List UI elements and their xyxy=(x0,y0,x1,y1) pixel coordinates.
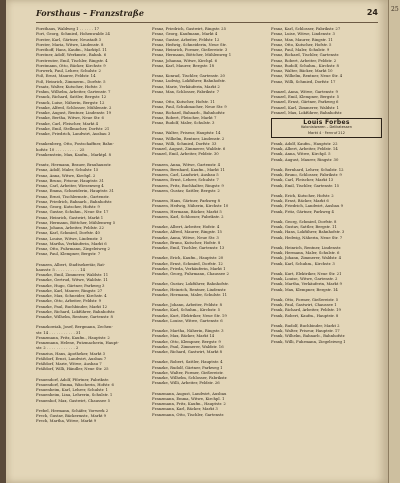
directory-entry: Fräßdorf, Ernst, Landwirt, Ausbau 7 xyxy=(36,355,107,361)
directory-entry: Franz, Heinrich, Former, Gießereistr. 3 xyxy=(152,47,228,52)
directory-entry: Franz, Emma, Schneiderin, Hauptstr. 31 xyxy=(36,188,114,194)
next-page-number: 25 xyxy=(391,6,399,13)
directory-entry: Franzen, Karl, Schlosser, Fabrikstr. 2 xyxy=(152,213,224,219)
directory-entry: Franzke, Max, Bäcker, Markt 14 xyxy=(152,333,215,339)
directory-entry: Frank, Erich, Kutscher, Hofstr. 2 xyxy=(271,192,334,198)
directory-entry: Franz, Paul, Klempner, Bergstr. 7 xyxy=(36,251,101,257)
directory-entry: Franz, Anna, Witwe, Kirchpl. 2 xyxy=(36,172,96,178)
directory-column-2 xyxy=(152,26,263,476)
directory-entry: Franz, Walter, Bäcker, Markt 10 xyxy=(271,68,333,73)
directory-entry: Frank, Kurt, Elektriker, Neue Str. 21 xyxy=(271,270,342,276)
directory-entry: Frank, Hermann, Maler, Schulstr. 6 xyxy=(271,250,340,255)
directory-entry: Frebel, Hermann, Schäfer, Vorwerk 2 xyxy=(36,407,109,413)
directory-entry: Franz, Richard, Bahnarb., Bahnhofstr. xyxy=(152,109,226,115)
directory-entry: Franzke, Karl, Schuhm., Kirchstr. 5 xyxy=(152,307,221,313)
directory-entry: Frank, Max, Klempner, Bergstr. 14 xyxy=(271,286,338,292)
directory-entry: Franzkowiak, Josef, Bergmann, Zechen- xyxy=(36,324,113,330)
directory-entry: Franzel, Anna, Witwe, Gartenstr. 9 xyxy=(271,88,338,94)
directory-entry: Franzke, Anna, Witwe, Neue Str. 3 xyxy=(152,234,219,240)
directory-entry: Franzke, Alfred, Maurer, Ringstr. 15 xyxy=(152,229,222,235)
directory-entry: hofstr. 10 . . . . . . . . . . 25 xyxy=(36,146,85,152)
next-page-edge xyxy=(388,0,400,483)
directory-entry: Franzel, August, Zimmerer, Waldstr. 6 xyxy=(152,146,226,151)
advertisement-subtitle: Kolonialwaren – Delikatessen xyxy=(301,125,352,130)
directory-entry: Frank, Bernhard, Lehrer, Schulstr. 12 xyxy=(271,166,344,172)
directory-entry: Franz, Johann, Arbeiter, Feldstr. 22 xyxy=(36,225,104,230)
directory-entry: Franzke, Johann, Arbeiter, Feldstr. 8 xyxy=(152,302,222,307)
directory-entry: Frank, Adolf, Kaufm., Hauptstr. 22 xyxy=(271,140,338,146)
directory-entry: Franzke, Robert, Sattler, Hauptstr. 4 xyxy=(152,359,223,365)
directory-entry: Frank, Otto, Former, Gießereistr. 5 xyxy=(271,296,339,302)
directory-entry: Frank, Paul, Gastwirt, Chaussee 1 xyxy=(271,302,337,307)
page-header xyxy=(36,8,378,20)
directory-entry: Franzen, Anna, Witwe, Gartenstr. 4 xyxy=(152,161,221,167)
directory-entry: Franzke, Gertrud, Witwe, Waldstr. 11 xyxy=(36,277,108,283)
directory-entry: Franz, Georg, Kaufmann, Markt 4 xyxy=(152,31,218,37)
directory-entry: Frank, Richard, Arbeiter, Feldstr. 19 xyxy=(271,307,341,313)
advertisement-line: Markt 4 · Fernruf 212 xyxy=(308,130,345,135)
directory-entry: Frech, Gustav, Bäckermstr., Markt 9 xyxy=(36,413,107,418)
directory-entry: Frank, Karl, Schuhm., Kirchstr. 3 xyxy=(271,260,335,266)
directory-entry: Franzmann, Karl, Bäcker, Markt 3 xyxy=(152,406,218,412)
directory-entry: Frank, Ernst, Bäcker, Markt 6 xyxy=(271,198,329,203)
directory-entry: Franzke, Georg, Fuhrmann, Chaussee 2 xyxy=(152,271,229,276)
directory-entry: Franz, Robert, Arbeiter, Feldstr. 2 xyxy=(271,57,337,63)
directory-entry: Franz, Wilhelm, Rentner, Neue Str. 4 xyxy=(271,73,343,79)
directory-entry: Forsthaus, Waldweg 1 . . . . . . 17 xyxy=(36,26,100,31)
directory-entry: Franzke, Paul, Zimmerer, Waldstr. 16 xyxy=(152,343,224,349)
directory-entry: Franz, Johanna, Witwe, Kirchpl. 6 xyxy=(152,57,218,63)
directory-column-3 xyxy=(271,26,382,476)
advertisement-box xyxy=(271,118,382,138)
directory-entry: Franz, Paul, Schuhmacher, Neue Str. 9 xyxy=(152,104,227,110)
directory-entry: Franzke, Erich, Kaufm., Hauptstr. 20 xyxy=(152,255,224,261)
directory-entry: Franz, Rudolf, Schuhm., Kirchstr. 8 xyxy=(271,62,339,68)
directory-entry: Frank, Johann, Zimmerer, Waldstr. 4 xyxy=(271,255,342,261)
directory-entry: Franz, Hermann, Böttcher, Mühlenweg 1 xyxy=(152,52,232,58)
directory-entry: Franzel, Ernst, Gärtner, Parkweg 6 xyxy=(271,99,339,105)
directory-entry: Franzke, Richard, Gastwirt, Markt 8 xyxy=(152,349,223,354)
directory-entry: Frank, Heinrich, Rentner, Lindenstr. xyxy=(271,244,342,250)
directory-entry: Franz, Rudolf, Maler, Schulstr. 3 xyxy=(152,120,215,125)
directory-entry: Franz, Hermann, Böttcher, Mühlenweg 5 xyxy=(36,219,116,225)
directory-entry: Franzke, Frieda, Verkäuferin, Markt 1 xyxy=(152,265,226,271)
directory-entry: Franzke, Rudolf, Gärtner, Parkweg 1 xyxy=(152,364,223,370)
directory-entry: Frankenstein, Max, Kaufm., Marktpl. 8 xyxy=(36,151,112,157)
directory-entry: Franz, Luise, Witwe, Lindenstr. 3 xyxy=(271,31,335,37)
directory-entry: Franz, Ernst, Tischlermstr., Gartenstr. xyxy=(36,193,110,199)
directory-entry: Frankenberg, Otto, Postschaffner, Bahn- xyxy=(36,141,114,147)
directory-entry: Franzke, Martha, Näherin, Ringstr. 3 xyxy=(152,328,224,333)
directory-entry: Franzke, Emil, Tischler, Gartenstr. 13 xyxy=(152,245,225,250)
directory-entry: Franck, Luise, Näherin, Bergstr. 12 xyxy=(36,99,105,105)
directory-entry: Frank, Friedrich, Landwirt, Ausbau 9 xyxy=(271,203,344,209)
directory-entry: Franzke, Walter, Former, Gießereistr. xyxy=(152,369,224,375)
column-3-bottom-list xyxy=(271,141,382,344)
directory-entry: Franke, Alfred, Schlosser, Mühlenstr. 2 xyxy=(36,104,112,110)
directory-entry: Frank, Hans, Lokführer, Bahnhofstr. 3 xyxy=(271,229,345,235)
directory-entry: Franz, Otto, Fuhrmann, Ziegeleiweg 2 xyxy=(36,246,110,251)
directory-entry: Franz, Max, Maurer, Ringstr. 11 xyxy=(271,36,333,42)
directory-entry: Franz, Gustav, Schuhm., Neue Str. 17 xyxy=(36,209,109,215)
directory-entry: Forstmann, Otto, Bäcker, Kirchstr. 9 xyxy=(36,62,106,68)
directory-entry: Franzke, Willi, Arbeiter, Feldstr. 26 xyxy=(152,380,220,386)
directory-entry: Franzel, Max, Lokführer, Bahnhofstr. xyxy=(271,109,343,115)
directory-entry: Frauenhof, Max, Gastwirt, Chaussee 5 xyxy=(36,397,111,403)
directory-entry: Franz, Carl, Arbeiter, Wiesenweg 4 xyxy=(36,183,104,188)
directory-entry: Frank, Wilhelm, Bahnarb., Bahnhofstr. xyxy=(271,333,346,339)
directory-entry: Frank, Carl, Fleischer, Markt 13 xyxy=(271,177,334,183)
directory-entry: Franzmann, Fritz, Kaufm., Hauptstr. 2 xyxy=(152,401,226,406)
directory-entry: Frech, Martha, Witwe, Markt 9 xyxy=(36,418,97,424)
directory-entry: Franzke, Max, Schneider, Kirchstr. 4 xyxy=(36,293,107,298)
directory-entry: Franzke, Bruno, Kutscher, Hofstr. 8 xyxy=(152,239,221,245)
directory-entry: Franz, Paul, Maler, Schulstr. 9 xyxy=(271,47,330,52)
directory-entry: Franzen, Hans, Gärtner, Parkweg 8 xyxy=(152,198,221,203)
directory-entry: Franzel, Emil, Klempner, Bergstr. 5 xyxy=(271,94,340,99)
directory-entry: Franke, Bertha, Witwe, Neue Str. 6 xyxy=(36,115,104,121)
directory-entry: Franzke, Otto, Klempner, Bergstr. 9 xyxy=(152,338,221,344)
directory-entry: Franzke, Wilhelm, Schlosser, Fabrikstr. xyxy=(152,375,228,380)
directory-entry: Franz, Willi, Schmied, Dorfstr. 33 xyxy=(152,140,217,146)
directory-entry: Forstreuter, Emil, Tischler, Ringstr. 4 xyxy=(36,57,108,63)
advertisement-name: Louis Forbes xyxy=(303,119,350,126)
directory-entry: Frank, Willi, Fuhrmann, Ziegeleiweg 1 xyxy=(271,338,346,344)
directory-entry: Frauenheim, Karl, Lehrer, Schulstr. 1 xyxy=(36,387,108,392)
directory-entry: Franz, Karl, Schmied, Dorfstr. 40 xyxy=(36,230,100,236)
directory-entry: Foß, Heinrich, Zimmerm., Dorfstr. 5 xyxy=(36,78,106,84)
directory-entry: str. 14 . . . . . . . . . . . 31 xyxy=(36,329,81,335)
directory-entry: hausstr. 5 . . . . . . . . . . 14 xyxy=(36,266,85,272)
directory-entry: Frahm, Wilhelm, Arbeiter, Gartenstr. 7 xyxy=(36,89,111,94)
directory-entry: Forster, Karl, Gärtner, Neustadt 3 xyxy=(36,36,102,42)
directory-entry: Franzke, Ernst, Schmied, Dorfstr. 12 xyxy=(152,260,223,266)
directory-entry: str. 2 . . . . . . . . . . . . 2 xyxy=(36,345,79,351)
directory-entry: Franzke, Hugo, Gärtner, Parkweg 3 xyxy=(36,282,105,288)
directory-entry: Forwerk, Paul, Lehrer, Schulstr. 2 xyxy=(36,68,101,73)
directory-entry: Frank, Albert, Arbeiter, Feldstr. 14 xyxy=(271,146,338,151)
directory-entry: Fort, Georg, Schmied, Hohenwalde 24 xyxy=(36,31,110,37)
directory-entry: Franz, Bruno, Friseur, Hauptstr. 31 xyxy=(36,177,104,183)
directory-entry: Franzen, Hermann, Bäcker, Markt 5 xyxy=(152,208,222,214)
directory-entry: Franz, Friedrich, Gastwirt, Ringstr. 25 xyxy=(152,26,226,31)
directory-entry: Fräßdorf, Marie, Witwe, Ausbau 7 xyxy=(36,361,102,366)
directory-entry: Frantz, Hermann, Brauer, Brauhausstr. xyxy=(36,162,112,167)
directory-entry: Frank, Martha, Verkäuferin, Markt 9 xyxy=(271,281,342,287)
directory-entry: Franz, Wilhelm, Rentner, Lindenstr. 2 xyxy=(152,135,225,141)
directory-entry: Franz, Max, Schlosser, Fabrikstr. 7 xyxy=(152,88,220,94)
directory-entry: Frank, Hedwig, Näherin, Neue Str. 7 xyxy=(271,234,343,240)
directory-entry: Franzke, Otto, Arbeiter, Feldstr. 9 xyxy=(36,298,102,304)
directory-entry: Franz, Heinrich, Gastwirt, Markt 1 xyxy=(36,214,104,220)
directory-entry: Franzmann, Helene, Putzmacherin, Haupt- xyxy=(36,340,119,345)
directory-entry: Franzen, Gustav, Sattler, Bergstr. 2 xyxy=(152,187,220,193)
directory-entry: Franzke, Hermann, Maler, Schulstr. 11 xyxy=(152,291,228,297)
directory-entry: Franzen, Fritz, Buchhalter, Ringstr. 9 xyxy=(152,182,224,188)
directory-entry: Foß, Ernst, Maurer, Feldstr. 14 xyxy=(36,73,96,79)
directory-entry: Franz, Ludwig, Lokführer, Bahnhofstr. xyxy=(152,78,226,84)
directory-page xyxy=(6,0,388,483)
directory-entry: Franzmann, August, Landwirt, Ausbau xyxy=(152,390,227,396)
directory-entry: Franzke, Kurt, Elektriker, Neue Str. 19 xyxy=(152,312,227,318)
directory-entry: Franz, Otto, Kutscher, Hofstr. 11 xyxy=(152,99,215,104)
directory-entry: Franzen, Hedwig, Näherin, Kirchstr. 10 xyxy=(152,203,229,209)
page-number: 24 xyxy=(366,8,378,17)
directory-entry: Franz, Walter, Friseur, Hauptstr. 14 xyxy=(152,130,221,136)
directory-entry: Fräßdorf, Willi, Händler, Neue Str. 25 xyxy=(36,366,109,372)
directory-entry: Frauendorf, Emma, Wäscherin, Hofstr. 6 xyxy=(36,381,114,387)
directory-entry: Forsthoff, Hans, Kaufm., Marktpl. 11 xyxy=(36,47,107,52)
directory-entry: Franzke, Albert, Arbeiter, Hofstr. 4 xyxy=(152,224,220,229)
directory-entry: Franke, Carl, Fleischer, Markt 4 xyxy=(36,120,99,126)
directory-entry: Franzel, Karl, Zimmerer, Waldstr. 1 xyxy=(271,104,339,110)
page-header-title: Forsthaus – Franzstraße xyxy=(36,8,144,18)
directory-entry: Franz, Karl, Maurer, Bergstr. 18 xyxy=(152,62,214,68)
directory-entry: Frauendorf, Adolf, Pförtner, Fabrikstr. xyxy=(36,376,109,382)
directory-entry: Franzen, Ernst, Lehrer, Schulstr. 7 xyxy=(152,177,219,183)
directory-entry: Franke, August, Rentner, Lindenstr. 19 xyxy=(36,110,112,115)
directory-entry: Frank, Bruno, Schlosser, Fabrikstr. 9 xyxy=(271,172,342,177)
directory-entry: Franzius, Hans, Apotheker, Markt 3 xyxy=(36,350,106,356)
directory-entry: Forstner, Adolf, Werkmstr., Bahnh. 6 xyxy=(36,52,107,58)
directory-entry: Franz, Richard, Tischler, Gartenstr. xyxy=(271,52,340,58)
directory-entry: Forster, Maria, Witwe, Lindenstr. 8 xyxy=(36,41,104,47)
directory-entry: Franz, Konrad, Tischler, Gartenstr. 20 xyxy=(152,73,225,78)
directory-entry: Franz, Willi, Schmied, Dorfstr. 17 xyxy=(271,78,336,84)
directory-entry: Franzke, Wilhelm, Rentner, Gartenstr. 8 xyxy=(36,314,113,319)
directory-entry: Frank, Louise, Witwe, Gartenstr. 2 xyxy=(271,276,338,281)
directory-entry: Frank, Rudolf, Buchbinder, Markt 2 xyxy=(271,322,340,328)
directory-entry: Frank, Walter, Friseur, Hauptstr. 17 xyxy=(271,328,340,333)
directory-entry: Franz, Gustav, Arbeiter, Feldstr. 12 xyxy=(152,36,220,42)
column-3-top-list xyxy=(271,26,382,115)
directory-entry: Frank, Gustav, Sattler, Bergstr. 11 xyxy=(271,224,337,229)
directory-entry: Franzmann, Fritz, Kaufm., Hauptstr. 2 xyxy=(36,334,110,340)
directory-entry: Fraatz, Walter, Kutscher, Hofstr. 3 xyxy=(36,83,102,89)
directory-entry: Franz, Hedwig, Schneiderin, Neue Str. xyxy=(152,41,227,47)
directory-entry: Franzke, Louise, Witwe, Gartenstr. 6 xyxy=(152,317,223,323)
directory-entry: Franz, Martha, Verkäuferin, Markt 6 xyxy=(36,240,107,246)
directory-entry: Franz, Georg, Kutscher, Hofstr. 9 xyxy=(36,204,100,209)
directory-entry: Frank, Robert, Kaufm., Hauptstr. 8 xyxy=(271,312,339,318)
directory-entry: Franzke, Gustav, Lokführer, Bahnhofstr. xyxy=(152,281,229,287)
directory-entry: Frank, Emil, Tischler, Gartenstr. 15 xyxy=(271,182,340,188)
directory-entry: Franz, Louise, Witwe, Lindenstr. 3 xyxy=(36,235,103,241)
directory-entry: Franzke, Richard, Lokführer, Bahnhofstr. xyxy=(36,308,116,314)
directory-entry: Franzke, Emil, Zimmerer, Waldstr. 11 xyxy=(36,272,109,277)
directory-entry: Franz, Karl, Schlosser, Fabrikstr. 27 xyxy=(271,26,341,31)
directory-entry: Frank, August, Maurer, Ringstr. 30 xyxy=(271,156,339,162)
directory-entry: Franzke, Paul, Buchbinder, Markt 12 xyxy=(36,303,108,309)
directory-entry: Franzmann, Otto, Tischler, Gartenstr. xyxy=(152,411,225,417)
directory-entry: Franz, Friedrich, Bahnarb., Bahnhofstr. xyxy=(36,198,113,204)
directory-entry: Franzke, Karl, Maurer, Ringstr. 27 xyxy=(36,287,103,293)
directory-entry: Franz, Marie, Verkäuferin, Markt 2 xyxy=(152,83,220,89)
directory-entry: Franz, Robert, Fleischer, Markt 7 xyxy=(152,114,217,120)
directory-entry: Franke, Friedrich, Landwirt, Ausbau 3 xyxy=(36,131,111,136)
directory-entry: Frauenheim, Lina, Lehrerin, Schulstr. 1 xyxy=(36,392,113,398)
directory-entry: Franzmann, Emma, Witwe, Kirchpl. 1 xyxy=(152,395,225,401)
directory-entry: Franzen, Bernhard, Kaufm., Markt 11 xyxy=(152,166,225,172)
directory-entry: Franzke, Heinrich, Rentner, Lindenstr. xyxy=(152,286,227,292)
directory-entry: Frank, Anna, Witwe, Kirchpl. 5 xyxy=(271,151,331,157)
directory-entry: Franke, Emil, Stellmacher, Dorfstr. 21 xyxy=(36,125,110,131)
directory-entry: Franck, Richard, Sattler, Bergstr. 12 xyxy=(36,94,107,100)
directory-entry: Frank, Fritz, Gärtner, Parkweg 4 xyxy=(271,208,334,214)
directory-entry: Franzen, Albert, Stadtsekretär, Rat- xyxy=(36,261,106,267)
directory-entry: Franzel, Emil, Arbeiter, Feldstr. 30 xyxy=(152,151,219,157)
directory-entry: Franz, Adolf, Maler, Schulstr. 15 xyxy=(36,167,99,173)
directory-entry: Frank, Georg, Schmied, Dorfstr. 8 xyxy=(271,218,337,224)
header-rule xyxy=(36,22,378,23)
directory-entry: Franzen, Carl, Landwirt, Ausbau 5 xyxy=(152,172,219,177)
directory-entry: Franz, Otto, Kutscher, Hofstr. 5 xyxy=(271,41,332,47)
directory-column-1 xyxy=(36,26,147,476)
